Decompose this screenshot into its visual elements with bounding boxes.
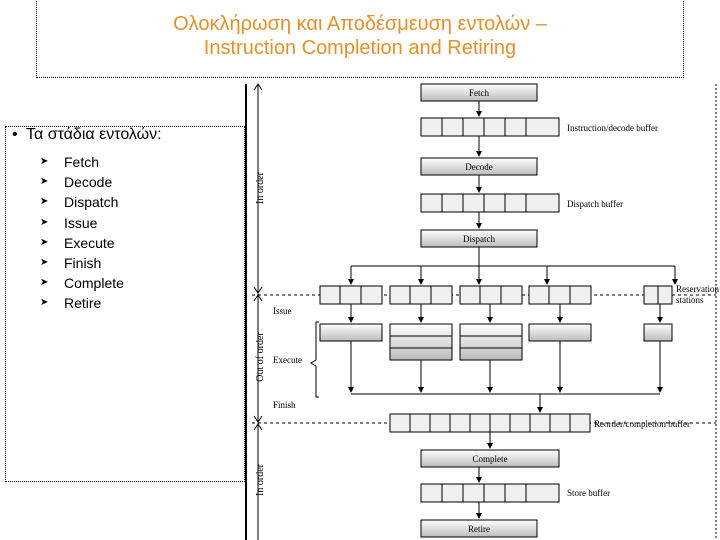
arrowhead-bullet-icon: ➤ [40,277,49,289]
arrowhead-bullet-icon: ➤ [40,196,49,208]
title-line-greek: Ολοκλήρωση και Αποδέσμευση εντολών – [173,13,547,35]
stage-label-execute: Execute [273,355,302,365]
stage-label: Retire [64,295,102,312]
phase-label-in-order-bottom: In order [255,464,266,496]
title-line-english: Instruction Completion and Retiring [203,37,517,59]
stage-label-finish: Finish [273,400,296,410]
dispatch-buffer-label: Dispatch buffer [567,199,624,209]
bullet-heading-text: Τα στάδια εντολών: [26,126,162,143]
phase-label-in-order-top: In order [255,172,266,204]
stage-label: Fetch [64,154,100,170]
arrowhead-bullet-icon: ➤ [40,236,49,248]
arrowhead-bullet-icon: ➤ [40,257,49,269]
issue-arrows [351,304,660,322]
reorder-completion-buffer [390,414,590,432]
fetch-stage-box [421,84,537,101]
complete-label: Complete [472,454,508,464]
complete-stage-box [421,450,559,467]
stage-label: Issue [64,214,98,231]
reorder-buffer-label: Reorder/completion buffer [594,419,691,429]
bus-drop-arrows [351,266,675,284]
arrowhead-bullet-icon: ➤ [40,156,49,167]
arrowhead-bullet-icon: ➤ [40,176,49,188]
retire-label: Retire [468,524,490,534]
stage-label: Execute [64,234,115,251]
bullet-dot-icon: • [12,126,18,143]
dispatch-buffer [421,194,559,212]
stage-label: Decode [64,174,113,191]
instruction-decode-buffer-label: Instruction/decode buffer [567,123,659,133]
store-buffer-label: Store buffer [567,488,611,498]
instruction-decode-buffer [421,118,559,136]
stage-label: Complete [64,275,124,292]
reservation-label-line2: stations [676,295,704,305]
execute-brace [311,322,319,397]
arrowhead-bullet-icon: ➤ [40,216,49,228]
stage-label-issue: Issue [273,306,292,316]
retire-stage-box [421,520,537,537]
reservation-label-line1: Reservation [676,284,719,294]
arrowhead-bullet-icon: ➤ [40,297,49,309]
execution-units [320,324,672,360]
decode-stage-box [421,158,537,175]
decode-label: Decode [465,162,493,172]
stage-label: Dispatch [64,194,119,211]
fetch-label: Fetch [469,88,489,98]
stage-label: Finish [64,255,102,272]
dispatch-label: Dispatch [463,234,495,244]
dispatch-stage-box [421,230,537,247]
store-buffer [421,484,559,502]
phase-label-out-of-order: Out of order [255,332,266,382]
